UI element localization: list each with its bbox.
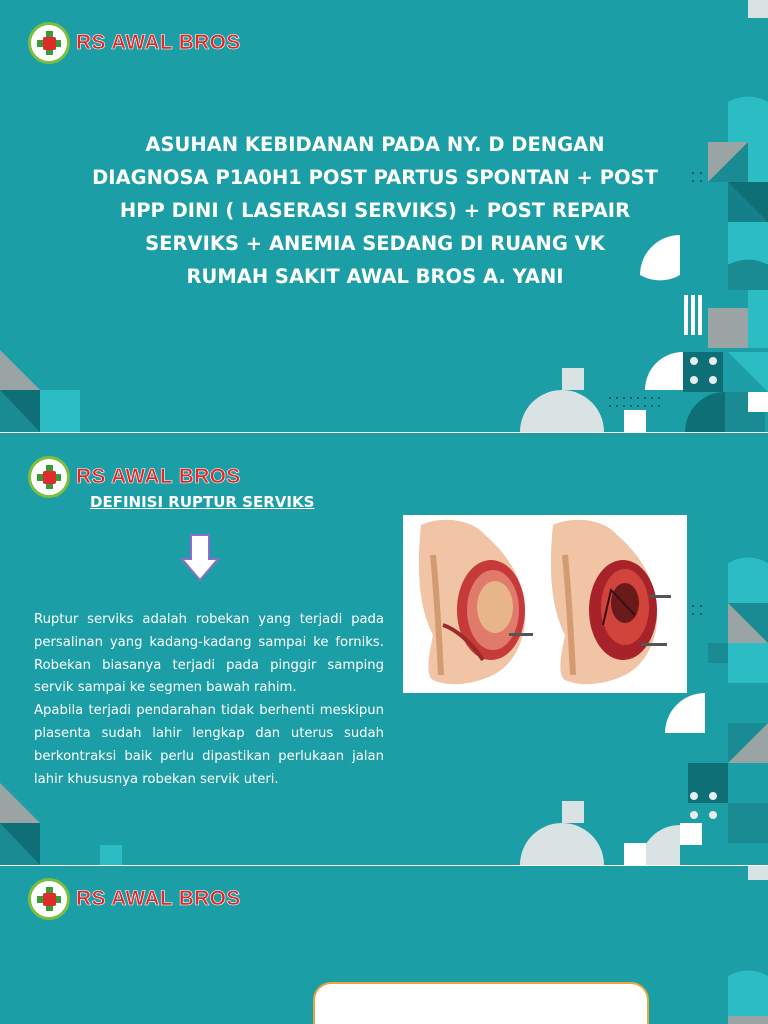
definition-text [34, 609, 384, 791]
content-card [313, 982, 649, 1024]
hospital-logo [28, 22, 241, 64]
hospital-cross-icon [28, 878, 70, 920]
geometric-decoration-right [700, 866, 768, 1024]
title-line: HPP DINI ( LASERASI SERVIKS) + POST REPAIR [119, 199, 631, 222]
hospital-logo [28, 456, 241, 498]
definition-slide [0, 433, 768, 865]
title-line: RUMAH SAKIT AWAL BROS A. YANI [186, 265, 564, 288]
down-arrow-icon [180, 533, 220, 583]
slide-title [60, 128, 690, 293]
geometric-decoration-left [0, 783, 130, 865]
hospital-cross-icon [28, 22, 70, 64]
paragraph: Apabila terjadi pendarahan tidak berhenti meskipun plasenta sudah lahir lengkap dan uterus sudah berkontraksi baik perlu dipastikan perlukaan jalan lahir khususnya robekan servik uteri. [34, 703, 384, 787]
hospital-logo [28, 878, 241, 920]
geometric-decoration-bottom [520, 368, 660, 432]
logo-text: RS AWAL BROS [76, 887, 241, 910]
next-slide [0, 866, 768, 1024]
title-slide [0, 0, 768, 432]
hospital-cross-icon [28, 456, 70, 498]
geometric-decoration-bottom [520, 801, 660, 865]
title-line: DIAGNOSA P1A0H1 POST PARTUS SPONTAN + POST [92, 166, 658, 189]
logo-text: RS AWAL BROS [76, 465, 241, 488]
logo-text: RS AWAL BROS [76, 31, 241, 54]
geometric-decoration-left [0, 350, 90, 432]
title-line: ASUHAN KEBIDANAN PADA NY. D DENGAN [145, 133, 605, 156]
section-heading: DEFINISI RUPTUR SERVIKS [90, 493, 315, 511]
title-line: SERVIKS + ANEMIA SEDANG DI RUANG VK [145, 232, 605, 255]
paragraph: Ruptur serviks adalah robekan yang terjadi pada persalinan yang kadang-kadang sampai ke forniks. Robekan biasanya terjadi pada pinggir samping servik sampai ke segmen bawah rahim. [34, 612, 384, 696]
